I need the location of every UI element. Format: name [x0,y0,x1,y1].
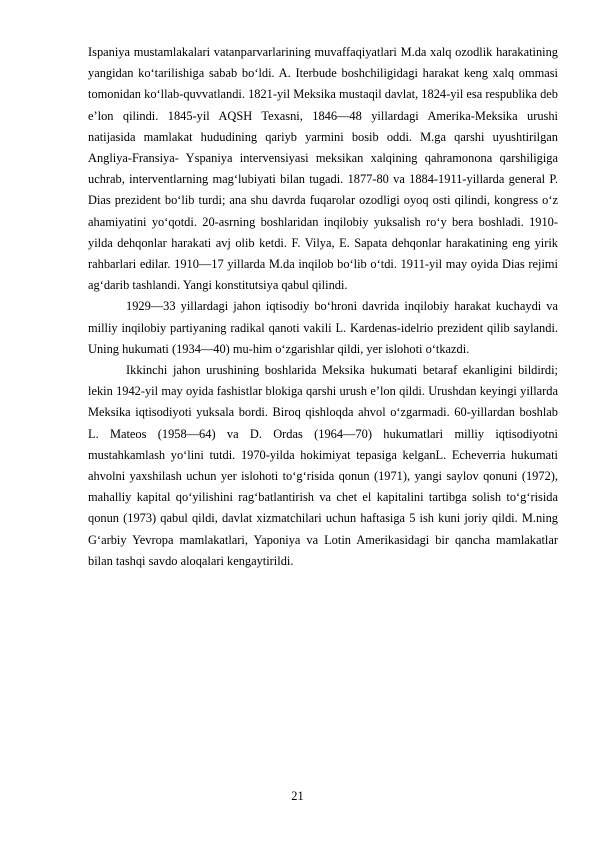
paragraph-1: Ispaniya mustamlakalari vatanparvarlarining muvaffaqiyatlari M.da xalq ozodlik harakatining yangidan koʻtarilishiga sabab boʻldi. A. Iterbude boshchiligidagi harakat keng xalq ommasi tomonidan koʻllab-quvvatlandi. 1821-yil Meksika mustaqil davlat, 1824-yil esa respublika deb eʼlon qilindi. 1845-yil AQSH Texasni, 1846—48 yillardagi Amerika-Meksika urushi natijasida mamlakat hududining qariyb yarmini bosib oddi. M.ga qarshi uyushtirilgan Angliya-Fransiya- Yspaniya intervensiyasi meksikan xalqining qahramonona qarshiligiga uchrab, interventlarning magʻlubiyati bilan tugadi. 1877-80 va 1884-1911-yillarda general P. Dias prezident boʻlib turdi; ana shu davrda fuqarolar ozodligi oyoq osti qilindi, kongress oʻz ahamiyatini yoʻqotdi. 20-asrning boshlaridan inqilobiy yuksalish roʻy bera boshladi. 1910-yilda dehqonlar harakati avj olib ketdi. F. Vilya, E. Sapata dehqonlar harakatining eng yirik rahbarlari edilar. 1910—17 yillarda M.da inqilob boʻlib oʻtdi. 1911-yil may oyida Dias rejimi agʻdarib tashlandi. Yangi konstitutsiya qabul qilindi. [88,45,558,293]
page-number: 21 [291,789,304,803]
paragraph-2: 1929—33 yillardagi jahon iqtisodiy boʻhroni davrida inqilobiy harakat kuchaydi va milliy inqilobiy partiyaning radikal qanoti vakili L. Kardenas-idelrio prezident qilib saylandi. Uning hukumati (1934—40) mu-him oʻzgarishlar qildi, yer islohoti oʻtkazdi. [88,299,558,356]
document-body [88,42,558,572]
paragraph-3: Ikkinchi jahon urushining boshlarida Meksika hukumati betaraf ekanligini bildirdi; lekin 1942-yil may oyida fashistlar blokiga qarshi urush eʼlon qildi. Urushdan keyingi yillarda Meksika iqtisodiyoti yuksala bordi. Biroq qishloqda ahvol oʻzgarmadi. 60-yillardan boshlab L. Mateos (1958—64) va D. Ordas (1964—70) hukumatlari milliy iqtisodiyotni mustahkamlash yoʻlini tutdi. 1970-yilda hokimiyat tepasiga kelganL. Echeverria hukumati ahvolni yaxshilash uchun yer islohoti toʻgʻrisida qonun (1971), yangi saylov qonuni (1972), mahalliy kapital qoʻyilishini ragʻbatlantirish va chet el kapitalini tartibga solish toʻgʻrisida qonun (1973) qabul qildi, davlat xizmatchilari uchun haftasiga 5 ish kuni joriy qildi. M.ning Gʻarbiy Yevropa mamlakatlari, Yaponiya va Lotin Amerikasidagi bir qancha mamlakatlar bilan tashqi savdo aloqalari kengaytirildi. [88,363,558,568]
